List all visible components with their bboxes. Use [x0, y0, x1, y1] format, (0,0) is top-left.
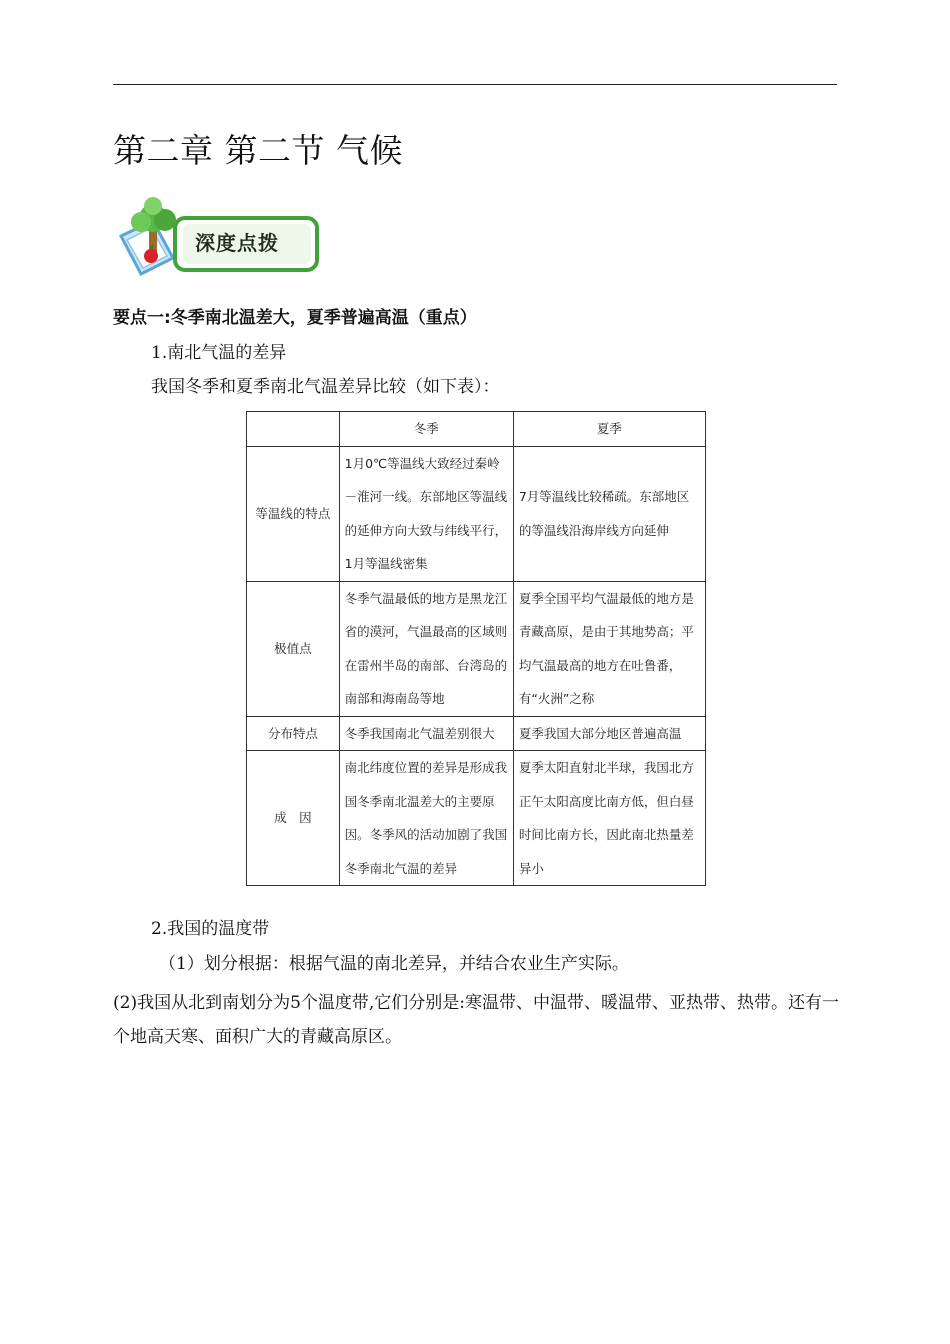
- summer-cell: 夏季太阳直射北半球，我国北方正午太阳高度比南方低，但白昼时间比南方长，因此南北热量差异小: [513, 751, 705, 886]
- summer-cell: 夏季全国平均气温最低的地方是青藏高原，是由于其地势高；平均气温最高的地方在吐鲁番，有“火洲”之称: [513, 581, 705, 716]
- badge-label: 深度点拨: [195, 231, 279, 255]
- winter-cell: 1月0℃等温线大致经过秦岭－淮河一线。东部地区等温线的延伸方向大致与纬线平行，1月等温线密集: [339, 446, 513, 581]
- section1-heading: 1.南北气温的差异: [151, 343, 287, 363]
- row-label: 成 因: [247, 751, 340, 886]
- row-label: 分布特点: [247, 716, 340, 751]
- row-label: 极值点: [247, 581, 340, 716]
- table-header-row: [247, 412, 706, 447]
- table-row: [247, 716, 706, 751]
- table-row: [247, 446, 706, 581]
- table-row: [247, 581, 706, 716]
- summer-cell: 夏季我国大部分地区普遍高温: [513, 716, 705, 751]
- section2-heading: 2.我国的温度带: [151, 919, 270, 939]
- winter-cell: 冬季气温最低的地方是黑龙江省的漠河，气温最高的区域则在雷州半岛的南部、台湾岛的南部和海南岛等地: [339, 581, 513, 716]
- row-label: 等温线的特点: [247, 446, 340, 581]
- key-point-heading: 要点一:冬季南北温差大，夏季普遍高温（重点）: [113, 308, 477, 328]
- table-header-empty: [247, 412, 340, 447]
- comparison-table: [246, 411, 706, 886]
- section1-intro: 我国冬季和夏季南北气温差异比较（如下表）：: [151, 377, 500, 397]
- summer-cell: 7月等温线比较稀疏。东部地区的等温线沿海岸线方向延伸: [513, 446, 705, 581]
- top-rule: [113, 84, 837, 85]
- table-header-summer: 夏季: [513, 412, 705, 447]
- section2-item-1: （1）划分根据：根据气温的南北差异，并结合农业生产实际。: [159, 954, 629, 974]
- winter-cell: 南北纬度位置的差异是形成我国冬季南北温差大的主要原因。冬季风的活动加剧了我国冬季南北气温的差异: [339, 751, 513, 886]
- page-title: 第二章 第二节 气候: [113, 131, 403, 170]
- table-row: [247, 751, 706, 886]
- winter-cell: 冬季我国南北气温差别很大: [339, 716, 513, 751]
- table-header-winter: 冬季: [339, 412, 513, 447]
- section2-item-2: (2)我国从北到南划分为5个温度带,它们分别是:寒温带、中温带、暖温带、亚热带、热带。还有一个地高天寒、面积广大的青藏高原区。: [113, 993, 840, 1047]
